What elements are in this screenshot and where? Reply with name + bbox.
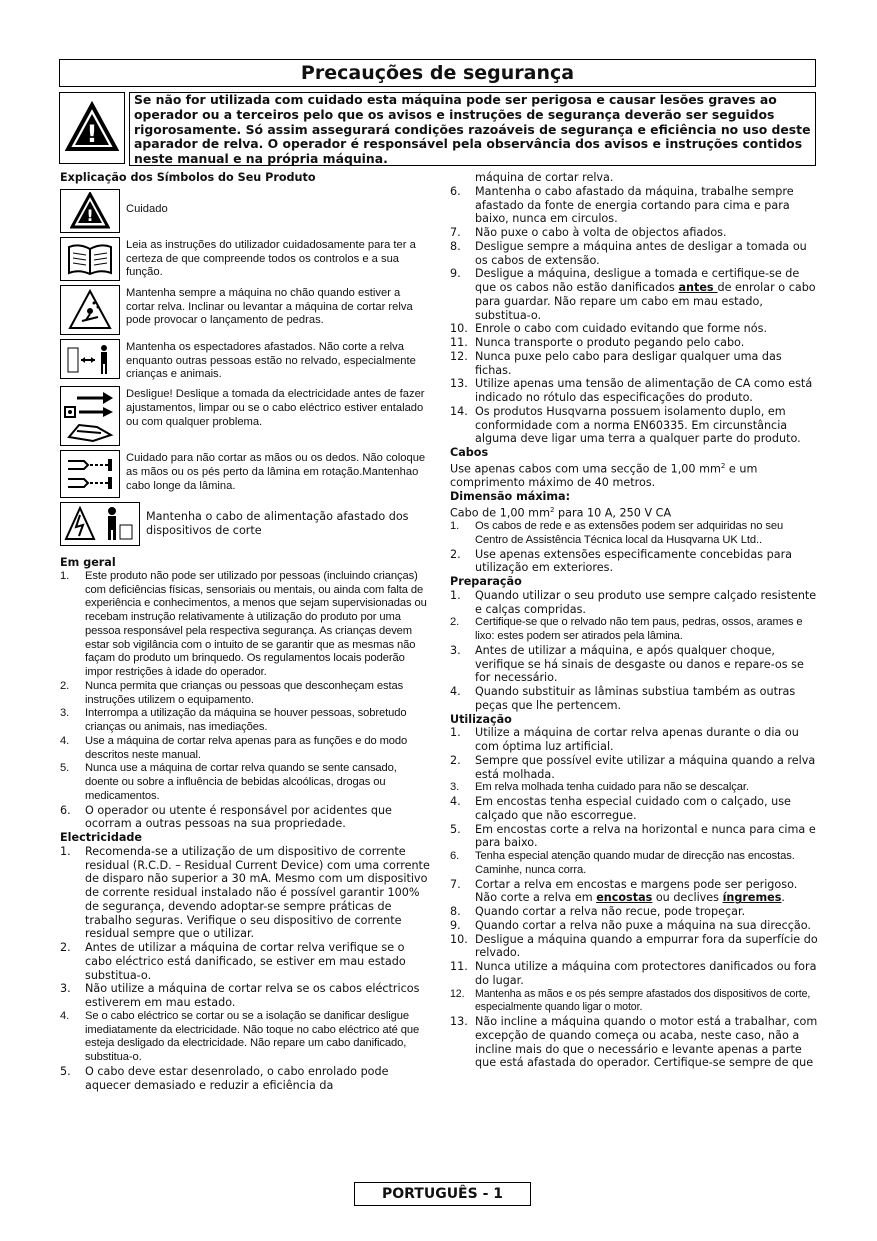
symbol-row-unplug — [60, 386, 430, 446]
safety-warning-text: Se não for utilizada com cuidado esta máquina pode ser perigosa e causar lesões graves ao operador ou a terceiros pelo que os avisos e instruções de segurança deverão ser seguidos rigorosamente. Só assim assegurará condições razoáveis de segurança e eficiência no uso deste aparador de relva. O operador é responsável pela observância dos avisos e instruções contidos neste manual e na própria máquina. — [129, 92, 816, 166]
svg-text:!: ! — [86, 120, 98, 148]
list-item: 8. Quando cortar a relva não recue, pode tropeçar. — [450, 905, 746, 919]
list-item: 6. Mantenha o cabo afastado da máquina, trabalhe sempre afastado da fonte de energia cortando para cima e para baixo, nunca em circulos. — [450, 184, 794, 226]
emphasis-ingremes: íngremes — [722, 891, 782, 905]
list-item: 2. Nunca permita que crianças ou pessoas que desconheçam estas instruções utilizem o equipamento. — [60, 679, 404, 706]
list-item: 9. Quando cortar a relva não puxe a máquina na sua direcção. — [450, 918, 811, 932]
list-item: 2. Use apenas extensões especificamente concebidas para utilização em exteriores. — [450, 547, 793, 575]
list-item: 13. Não incline a máquina quando o motor está a trabalhar, com excepção de quando começa ou acaba, neste caso, não a incline mais do que o necessário e levante apenas a parte que está afastada do operador. Certifique-se sempre de que — [450, 1015, 818, 1070]
symbol-text-cable: Mantenha o cabo de alimentação afastado dos dispositivos de corte — [146, 510, 409, 537]
page-title: Precauções de segurança — [300, 62, 575, 84]
preparacao-list — [450, 589, 818, 713]
main-warning-icon — [59, 92, 125, 164]
list-item: 2. Sempre que possível evite utilizar a máquina quando a relva está molhada. — [450, 753, 816, 781]
symbol-text-hands: Cuidado para não cortar as mãos ou os dedos. Não coloque as mãos ou os pés perto da lâmina em rotação.Mantenhao cabo longe da lâmina. — [126, 452, 426, 492]
page-title-box — [59, 59, 816, 87]
list-item: 1. Quando utilizar o seu produto use sempre calçado resistente e calças compridas. — [450, 588, 817, 616]
utilizacao-list — [450, 726, 818, 1070]
left-column — [60, 171, 430, 1092]
electricidade-heading: Electricidade — [60, 831, 143, 844]
list-item: 3. Em relva molhada tenha cuidado para não se descalçar. — [450, 781, 749, 794]
list-item: 3. Não utilize a máquina de cortar relva se os cabos eléctricos estiverem em mau estado. — [60, 982, 420, 1009]
list-item: 5. O cabo deve estar desenrolado, o cabo enrolado pode aquecer demasiado e reduzir a eficiência da — [60, 1064, 389, 1092]
list-item: 10. Desligue a máquina quando a empurrar fora da superfície do relvado. — [450, 932, 818, 960]
list-item: 1. Utilize a máquina de cortar relva apenas durante o dia ou com óptima luz artificial. — [450, 726, 799, 754]
symbol-text-caution: Cuidado — [126, 202, 168, 215]
list-item: 2. Antes de utilizar a máquina de cortar relva verifique se o cabo eléctrico está danificado, se estiver em mau estado substitua-o. — [60, 941, 406, 982]
electricidade-continuation: máquina de cortar relva. — [475, 171, 614, 184]
list-item: 1. Este produto não pode ser utilizado por pessoas (incluindo crianças) com deficiências físicas, sensoriais ou mentais, ou ainda com falta de experiência e conhecimentos, a menos que sejam supervisionadas ou recebam instrução relativamente à utilização do produto por uma pessoa responsável pela respectiva segurança. As crianças devem estar sob vigilância com o intuito de se garantir que as mesmas não façam do produto um brinquedo. Os regulamentos locais poderão impor restrições à idade do operador. — [60, 569, 427, 678]
em-geral-heading: Em geral — [60, 556, 116, 569]
cabos-heading: Cabos — [450, 446, 489, 459]
preparacao-heading: Preparação — [450, 575, 522, 589]
symbol-text-unplug: Desligue! Deslique a tomada da electricidade antes de fazer ajustamentos, limpar ou se o cabo eléctrico estiver entalado ou com qualquer problema. — [126, 388, 425, 428]
list-item: 3. Interrompa a utilização da máquina se houver pessoas, sobretudo crianças ou animais, nas imediações. — [60, 707, 407, 733]
hand-blade-icon — [60, 450, 120, 498]
electricidade-list-continued — [450, 185, 818, 446]
em-geral-list — [60, 570, 430, 831]
list-item: 13. Utilize apenas uma tensão de alimentação de CA como está indicado no rótulo das especificações do produto. — [450, 377, 813, 404]
symbol-row-bystanders — [60, 339, 430, 382]
symbol-text-manual: Leia as instruções do utilizador cuidadosamente para ter a certeza de que compreende todos os controlos e a sua função. — [126, 238, 416, 279]
list-item: 1. Recomenda-se a utilização de um dispositivo de corrente residual (R.C.D. – Residual Current Device) com uma corrente de disparo não superior a 30 mA. Mesmo com um dispositivo de corrente residual instalado não é possível garantir 100% de segurança, devendo adoptar-se sempre práticas de trabalho seguras. Verifique o seu dispositivo de corrente residual sempre que o utilizar. — [60, 844, 430, 941]
dimensao-list — [450, 520, 818, 575]
symbol-row-manual — [60, 237, 430, 281]
list-item: 7. Não puxe o cabo à volta de objectos afiados. — [450, 226, 727, 239]
symbol-row-hands — [60, 450, 430, 498]
symbol-row-cable — [60, 502, 430, 546]
emphasis-antes: antes — [678, 281, 718, 294]
list-item: 6. Tenha especial atenção quando mudar de direcção nas encostas. Caminhe, nunca corra. — [450, 850, 795, 876]
unplug-icon — [60, 386, 120, 446]
cabos-text: Use apenas cabos com uma secção de 1,00 $mm^2$ e um comprimento máximo de 40 metros. — [450, 461, 758, 490]
list-item: 7. Cortar a relva em encostas e margens pode ser perigoso. Não corte a relva em encostas ou declives íngremes. — [450, 877, 798, 905]
list-item: 2. Certifique-se que o relvado não tem paus, pedras, ossos, arames e lixo: estes podem ser atirados pela lâmina. — [450, 616, 803, 643]
svg-text:!: ! — [86, 205, 94, 225]
list-item: 5. Nunca use a máquina de cortar relva quando se sente cansado, doente ou sobre a influência de bebidas alcoólicas, drogas ou medicamentos. — [60, 762, 397, 802]
list-item: 14. Os produtos Husqvarna possuem isolamento duplo, em conformidade com a norma EN60335. Em circunstância alguma deve ligar uma terra a qualquer parte do produto. — [450, 404, 801, 446]
page-footer: PORTUGUÊS - 1 — [354, 1182, 531, 1206]
right-column — [450, 171, 818, 1070]
emphasis-encostas: encostas — [596, 891, 653, 905]
symbol-text-stones: Mantenha sempre a máquina no chão quando estiver a cortar relva. Inclinar ou levantar a máquina de cortar relva pode provocar o lançamento de pedras. — [126, 286, 413, 327]
dimensao-text: Cabo de 1,00 $mm^2$ para 10 A, 250 V CA — [450, 505, 672, 520]
list-item: 10. Enrole o cabo com cuidado evitando que forme nós. — [450, 322, 767, 336]
utilizacao-heading: Utilização — [450, 712, 512, 726]
list-item: 6. O operador ou utente é responsável por acidentes que ocorram a outras pessoas na sua propriedade. — [60, 803, 392, 831]
list-item: 8. Desligue sempre a máquina antes de desligar a tomada ou os cabos de extensão. — [450, 239, 807, 267]
list-item: 4. Quando substituir as lâminas substiua também as outras peças que lhe pertencem. — [450, 685, 796, 712]
list-item: 4. Se o cabo eléctrico se cortar ou se a isolação se danificar desligue imediatamente da electricidade. Não toque no cabo eléctrico até que esteja desligado da electricidade. Não repare um cabo danificado, substitua-o. — [60, 1009, 420, 1063]
dimensao-heading: Dimensão máxima: — [450, 489, 571, 503]
open-book-icon — [60, 237, 120, 281]
symbol-row-caution — [60, 189, 430, 233]
symbol-text-bystanders: Mantenha os espectadores afastados. Não corte a relva enquanto outras pessoas estão no relvado, especialmente crianças e animais. — [126, 340, 416, 381]
list-item: 12. Nunca puxe pelo cabo para desligar qualquer uma das fichas. — [450, 349, 782, 377]
list-item: 3. Antes de utilizar a máquina, e após qualquer choque, verifique se há sinais de desgaste ou danos e repare-os se for necessário. — [450, 643, 804, 685]
flying-stones-icon — [60, 285, 120, 335]
list-item: 1. Os cabos de rede e as extensões podem ser adquiridas no seu Centro de Assistência Técnica local da Husqvarna UK Ltd.. — [450, 520, 784, 546]
list-item: 4. Em encostas tenha especial cuidado com o calçado, use calçado que não escorregue. — [450, 795, 791, 822]
list-item: 5. Em encostas corte a relva na horizontal e nunca para cima e para baixo. — [450, 822, 816, 850]
warning-triangle-icon — [60, 189, 120, 233]
symbol-row-stones — [60, 285, 430, 335]
list-item: 11. Nunca utilize a máquina com protectores danificados ou fora do lugar. — [450, 960, 817, 987]
bystanders-distance-icon — [60, 339, 120, 379]
electricidade-list — [60, 845, 430, 1093]
symbols-heading: Explicação dos Símbolos do Seu Produto — [60, 171, 316, 184]
list-item: 12. Mantenha as mãos e os pés sempre afastados dos dispositivos de corte, especialmente quando ligar o motor. — [450, 987, 811, 1014]
list-item: 4. Use a máquina de cortar relva apenas para as funções e do modo descritos neste manual. — [60, 734, 408, 761]
cable-blade-icon — [60, 502, 140, 546]
list-item: 9. Desligue a máquina, desligue a tomada e certifique-se de que os cabos não estão danificados antes de enrolar o cabo para guardar. Não repare um cabo em mau estado, substitua-o. — [450, 267, 816, 322]
list-item: 11. Nunca transporte o produto pegando pelo cabo. — [450, 336, 745, 349]
